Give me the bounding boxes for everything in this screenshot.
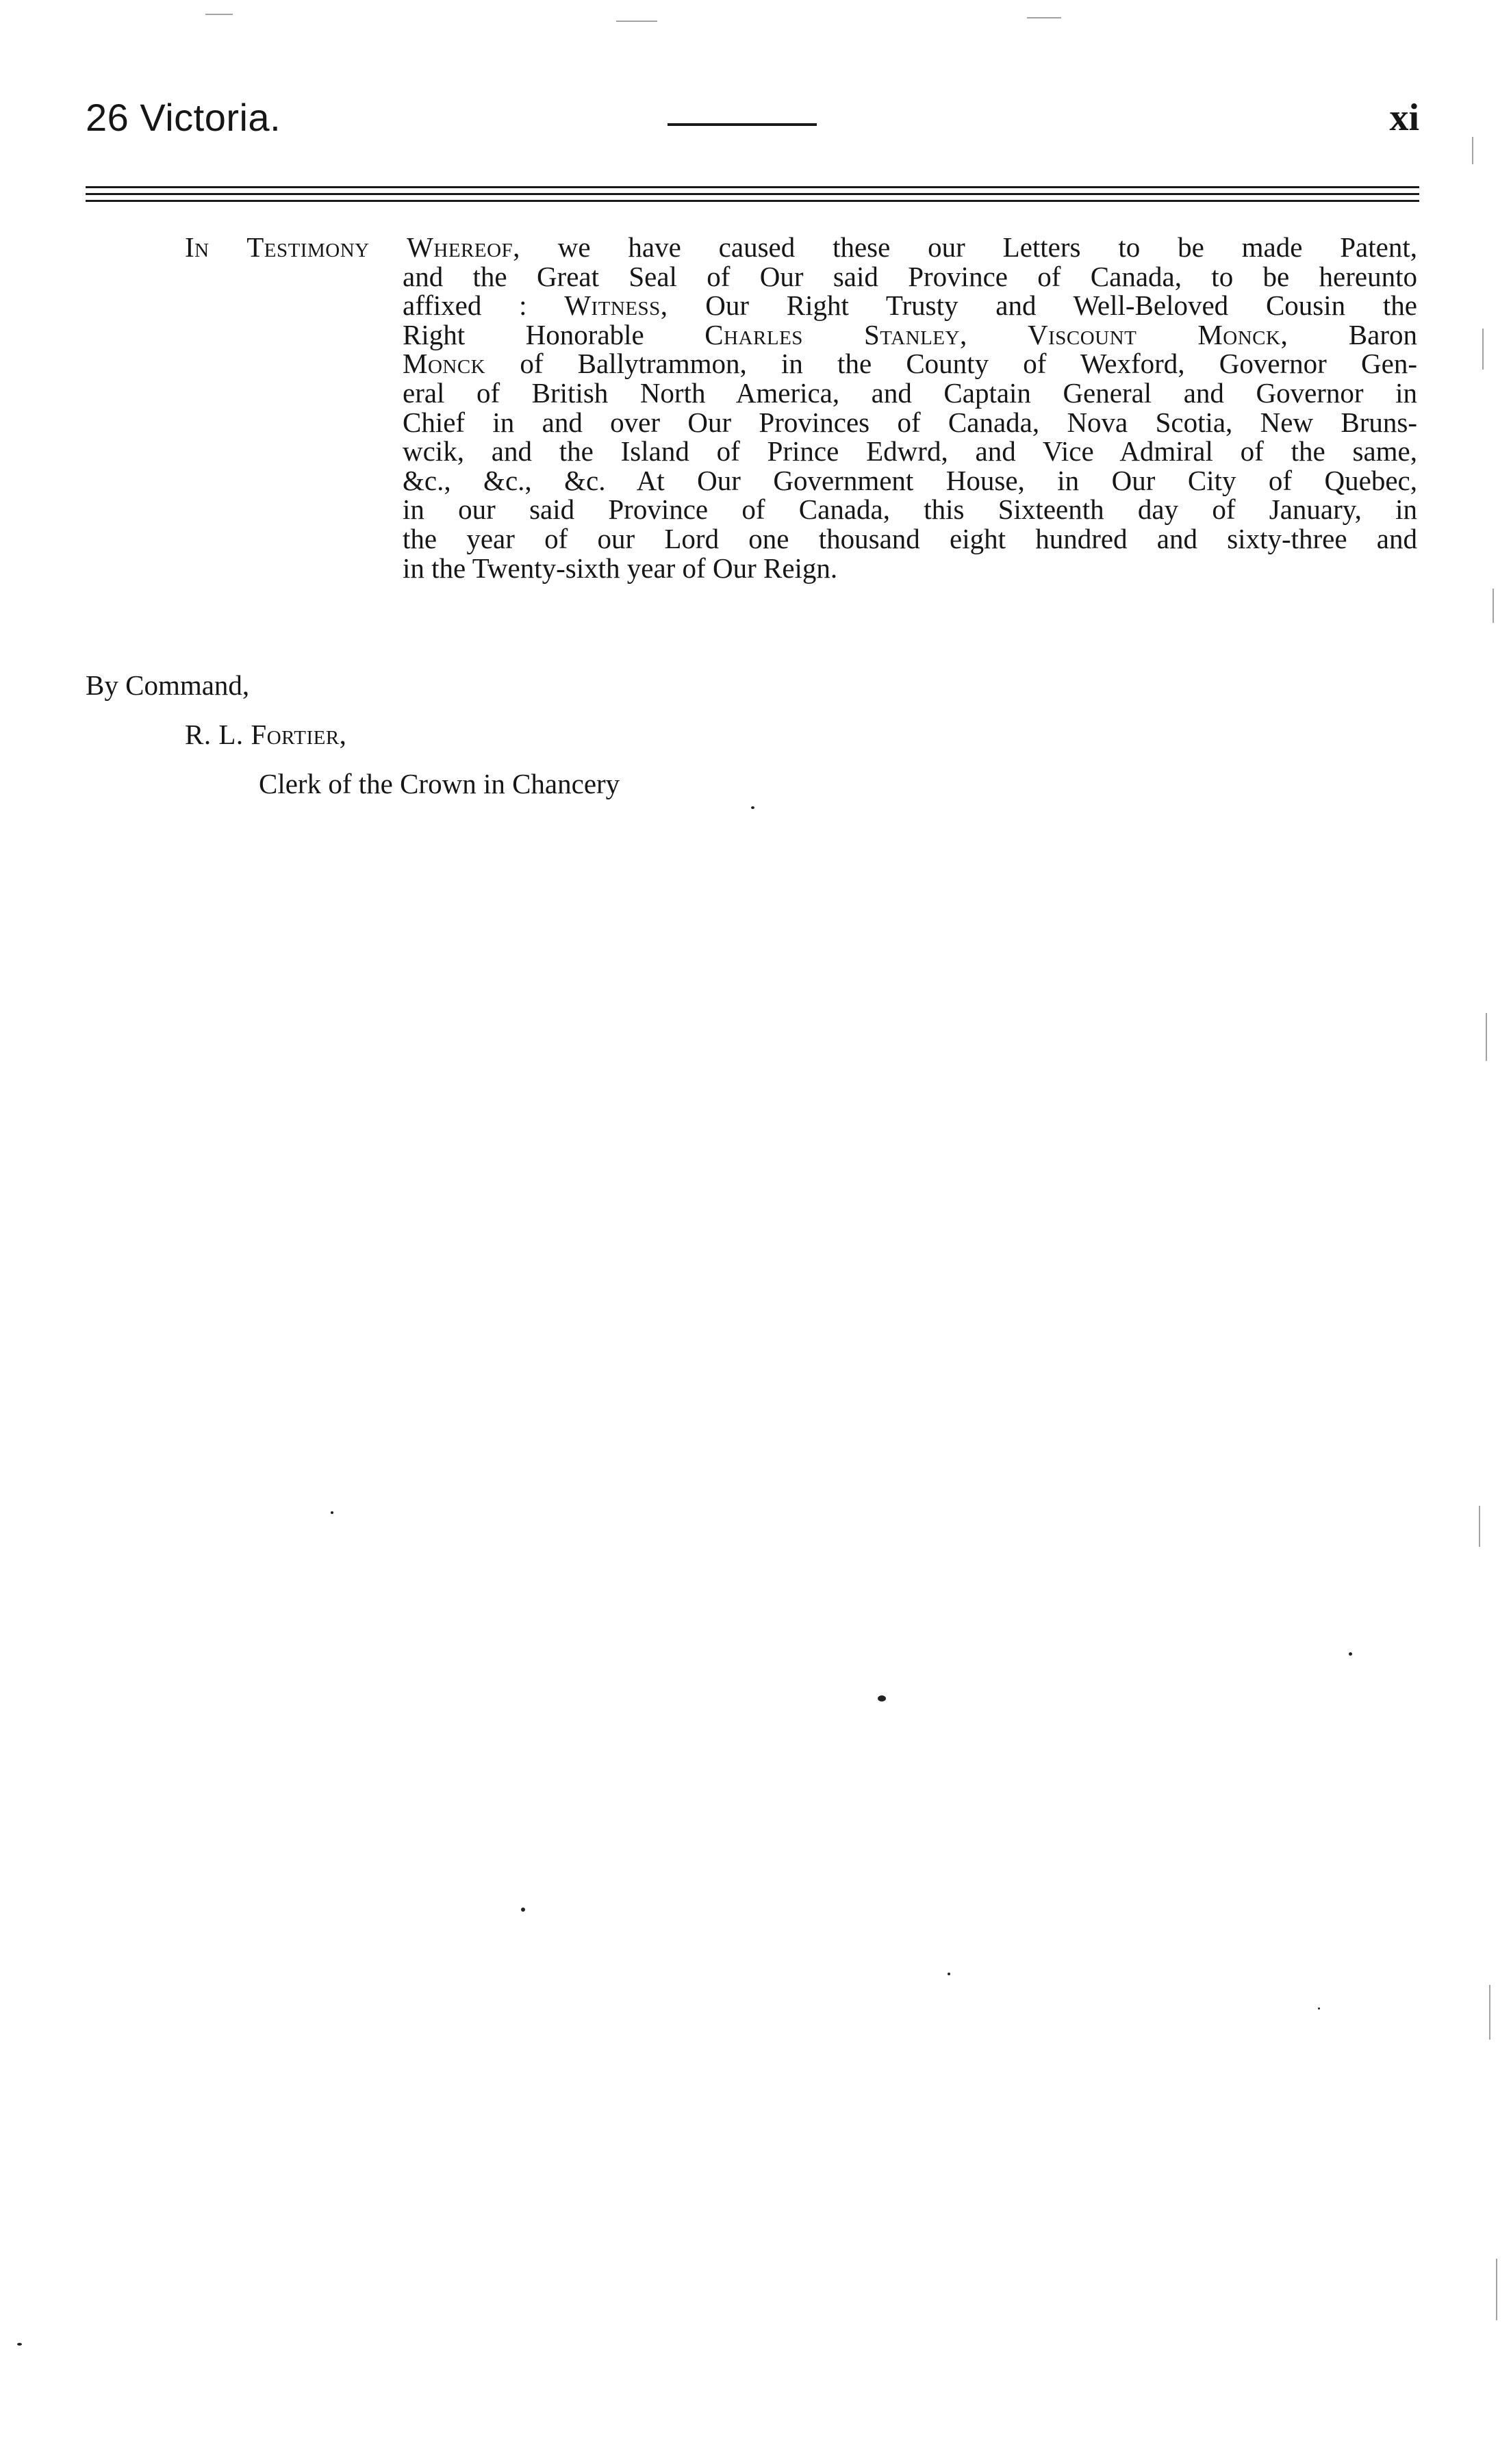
scan-edge-noise [1489, 1985, 1490, 2040]
paragraph-line [403, 349, 1417, 378]
testimonium-paragraph [185, 233, 1417, 582]
paragraph-line [403, 408, 1417, 437]
paragraph-line [403, 495, 1417, 524]
small-caps-text: Witness, [564, 290, 668, 322]
scan-edge-noise [1496, 2259, 1497, 2320]
ink-speck [521, 1908, 525, 1912]
text-run: eral of British North America, and Captain General and Governor in [403, 376, 1417, 409]
signatory-name: R. L. Fortier, [185, 719, 347, 750]
small-caps-text: Charles Stanley, Viscount Monck, [704, 318, 1288, 350]
text-run: wcik, and the Island of Prince Edwrd, and Vice Admiral of the same, [403, 435, 1417, 467]
text-run: we have caused these our Letters to be made Patent, [520, 231, 1417, 263]
scan-edge-noise [1479, 1506, 1480, 1547]
small-caps-text: Monck [403, 348, 486, 380]
text-run: Baron [1288, 318, 1417, 350]
ink-speck [1318, 2007, 1320, 2010]
header-rule-middle [86, 193, 1419, 195]
paragraph-line [185, 233, 1417, 262]
paragraph-line [403, 554, 1417, 583]
header-rule-bottom [86, 200, 1419, 202]
page-number: xi [1389, 97, 1419, 139]
text-run: in the Twenty-sixth year of Our Reign. [403, 552, 838, 584]
paragraph-line [403, 378, 1417, 408]
paragraph-line [403, 437, 1417, 466]
ink-speck [331, 1511, 333, 1514]
running-head [86, 90, 1419, 145]
ink-speck [17, 2343, 22, 2346]
text-run: the year of our Lord one thousand eight hundred and sixty-three and [403, 522, 1417, 554]
scan-edge-noise [1027, 17, 1061, 18]
header-rule-top [86, 186, 1419, 188]
ink-speck [1349, 1652, 1352, 1656]
scan-edge-noise [616, 21, 657, 22]
paragraph-line [403, 524, 1417, 554]
small-caps-text: In Testimony Whereof, [185, 231, 520, 263]
text-run: affixed : [403, 290, 565, 322]
paragraph-line [403, 262, 1417, 292]
text-run: and the Great Seal of Our said Province of Canada, to be hereunto [403, 260, 1417, 292]
text-run: Our Right Trusty and Well-Beloved Cousin the [668, 290, 1417, 322]
signatory-title: Clerk of the Crown in Chancery [259, 768, 620, 799]
ink-speck [948, 1973, 950, 1975]
text-run: of Ballytrammon, in the County of Wexford, Governor Gen- [485, 348, 1417, 380]
text-run: Right Honorable [403, 318, 705, 350]
paragraph-line [403, 291, 1417, 320]
by-command: By Command, [86, 669, 250, 701]
scan-edge-noise [205, 14, 233, 15]
text-run: in our said Province of Canada, this Sixteenth day of January, in [403, 493, 1417, 526]
ink-speck [751, 806, 754, 809]
text-run: &c., &c., &c. At Our Government House, in Our City of Quebec, [403, 464, 1417, 496]
scan-edge-noise [1486, 1013, 1487, 1061]
running-head-dash [668, 123, 817, 126]
running-head-left: 26 Victoria. [86, 96, 281, 139]
paragraph-line [403, 320, 1417, 350]
scan-edge-noise [1493, 589, 1494, 623]
paragraph-line [403, 466, 1417, 496]
text-run: Chief in and over Our Provinces of Canada, Nova Scotia, New Bruns- [403, 406, 1417, 438]
ink-speck [878, 1695, 886, 1702]
scan-edge-noise [1482, 329, 1484, 370]
scan-edge-noise [1472, 137, 1473, 164]
